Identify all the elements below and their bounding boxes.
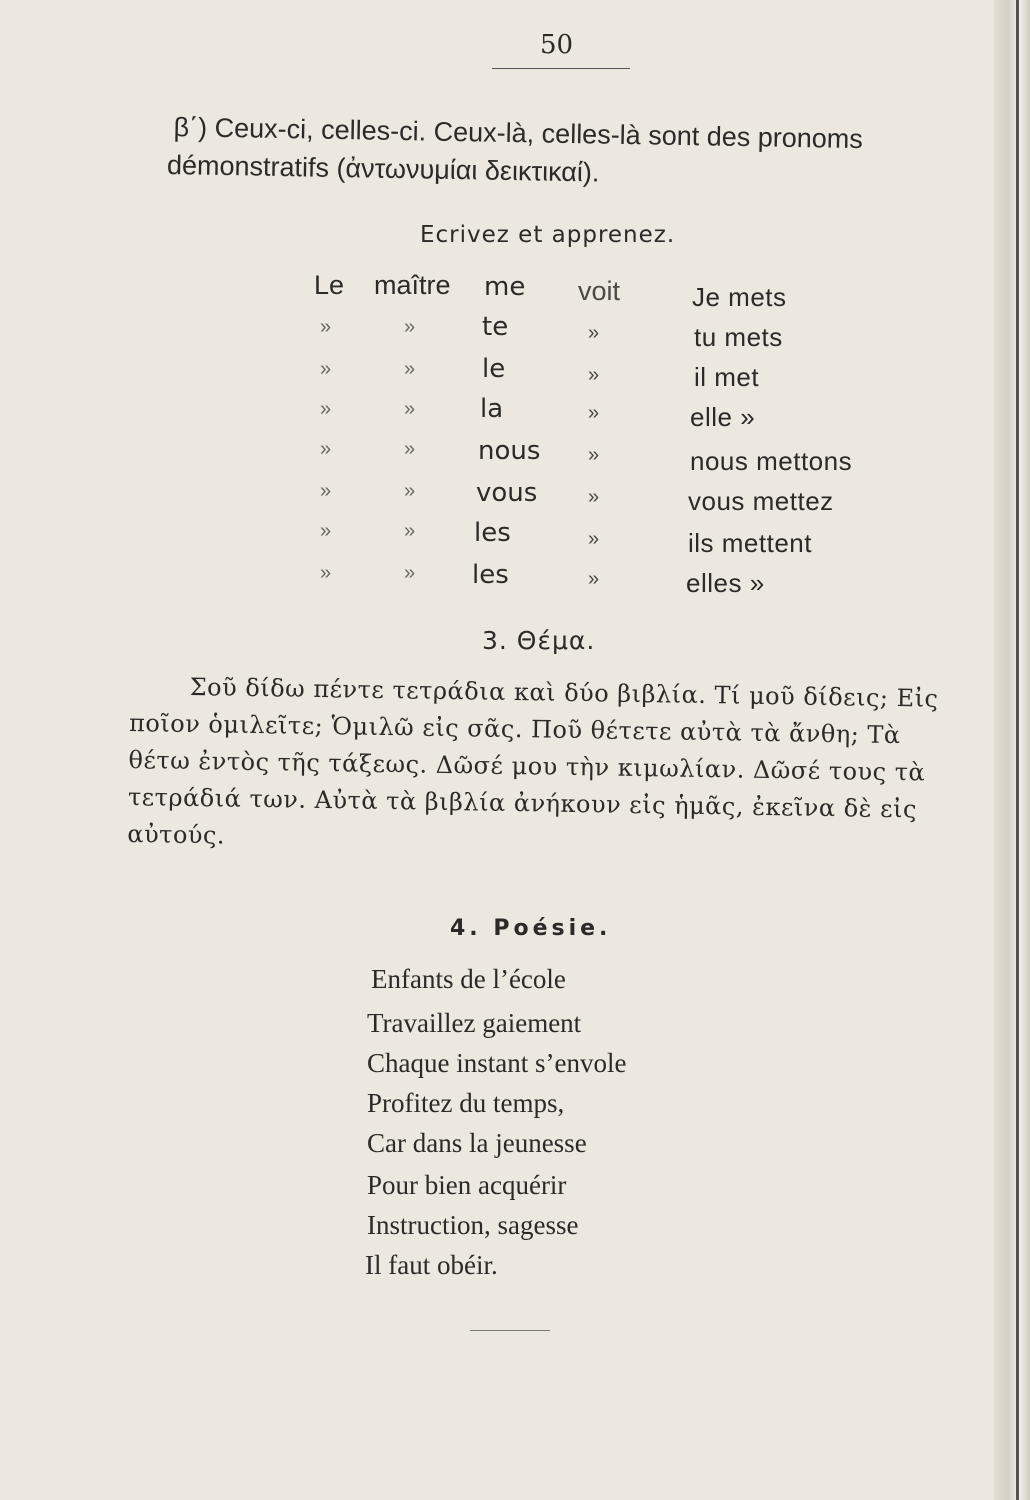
- noun-cell: maître: [374, 270, 451, 300]
- pronoun-cell: le: [482, 354, 506, 384]
- ditto-cell: »: [320, 562, 332, 584]
- pronoun-cell: nous: [478, 436, 541, 466]
- poesie-heading: 4. Poésie.: [450, 916, 612, 941]
- mettre-cell: vous mettez: [688, 486, 834, 516]
- verb-cell: voit: [578, 276, 621, 306]
- mettre-cell: Je mets: [692, 282, 787, 312]
- poem-line: Pour bien acquérir: [367, 1170, 567, 1200]
- ditto-cell: »: [320, 438, 332, 460]
- ditto-cell: »: [320, 398, 332, 420]
- mettre-cell: nous mettons: [690, 446, 853, 476]
- ditto-cell: »: [404, 438, 416, 460]
- ditto-cell: »: [588, 402, 600, 424]
- poem-line: Il faut obéir.: [365, 1250, 498, 1280]
- ecrivez-heading: Ecrivez et apprenez.: [420, 222, 676, 248]
- poem-line: Profitez du temps,: [367, 1088, 565, 1118]
- ditto-cell: »: [588, 568, 600, 590]
- poem-line: Travaillez gaiement: [367, 1008, 582, 1038]
- greek-exercise-text: Σοῦ δίδω πέντε τετράδια καὶ δύο βιβλία. Τί μοῦ δίδεις; Εἰς ποῖον ὁμιλεῖτε; Ὁμιλῶ εἰς σᾶς. Ποῦ θέτετε αὐτὰ τὰ ἄνθη; Τὰ θέτω ἐντὸς τῆς τάξεως. Δῶσέ μου τὴν κιμωλίαν. Δῶσέ τους τὰ τετράδιά των. Αὐτὰ τὰ βιβλία ἀνήκουν εἰς ἡμᾶς, ἐκεῖνα δὲ εἰς αὐτούς.: [127, 672, 939, 850]
- mettre-cell: elles »: [686, 568, 765, 598]
- page-number: 50: [540, 30, 574, 60]
- ditto-cell: »: [404, 562, 416, 584]
- ditto-cell: »: [404, 480, 416, 502]
- ditto-cell: »: [404, 398, 416, 420]
- ditto-cell: »: [404, 520, 416, 542]
- poem-line: Instruction, sagesse: [367, 1210, 579, 1240]
- mettre-cell: elle »: [690, 402, 756, 432]
- demonstrative-pronouns-paragraph: β΄) Ceux-ci, celles-ci. Ceux-là, celles-là sont des pronoms démonstratifs (ἀντωνυμίαι δεικτικαί).: [166, 112, 864, 188]
- ditto-cell: »: [404, 358, 416, 380]
- pronoun-cell: les: [474, 518, 511, 548]
- mettre-cell: tu mets: [694, 322, 783, 352]
- ditto-cell: »: [588, 364, 600, 386]
- mettre-cell: il met: [694, 362, 760, 392]
- pronoun-cell: te: [482, 312, 509, 342]
- pronoun-cell: les: [472, 560, 509, 590]
- pronoun-cell: vous: [476, 478, 538, 508]
- ditto-cell: »: [320, 520, 332, 542]
- ditto-cell: »: [320, 358, 332, 380]
- conjugation-table: [0, 0, 1000, 640]
- ditto-cell: »: [320, 316, 332, 338]
- poem-line: Car dans la jeunesse: [367, 1128, 587, 1158]
- ditto-cell: »: [320, 480, 332, 502]
- ditto-cell: »: [404, 316, 416, 338]
- poem-line: Chaque instant s’envole: [367, 1048, 627, 1078]
- ditto-cell: »: [588, 486, 600, 508]
- mettre-cell: ils mettent: [688, 528, 812, 558]
- ditto-cell: »: [588, 322, 600, 344]
- subject-cell: Le: [314, 270, 345, 300]
- poem-line: Enfants de l’école: [371, 964, 566, 994]
- ditto-cell: »: [588, 444, 600, 466]
- ditto-cell: »: [588, 528, 600, 550]
- pronoun-cell: la: [480, 394, 504, 424]
- theme-heading: 3. Θέμα.: [482, 626, 596, 655]
- pronoun-cell: me: [484, 272, 526, 302]
- bottom-rule: [470, 1330, 550, 1331]
